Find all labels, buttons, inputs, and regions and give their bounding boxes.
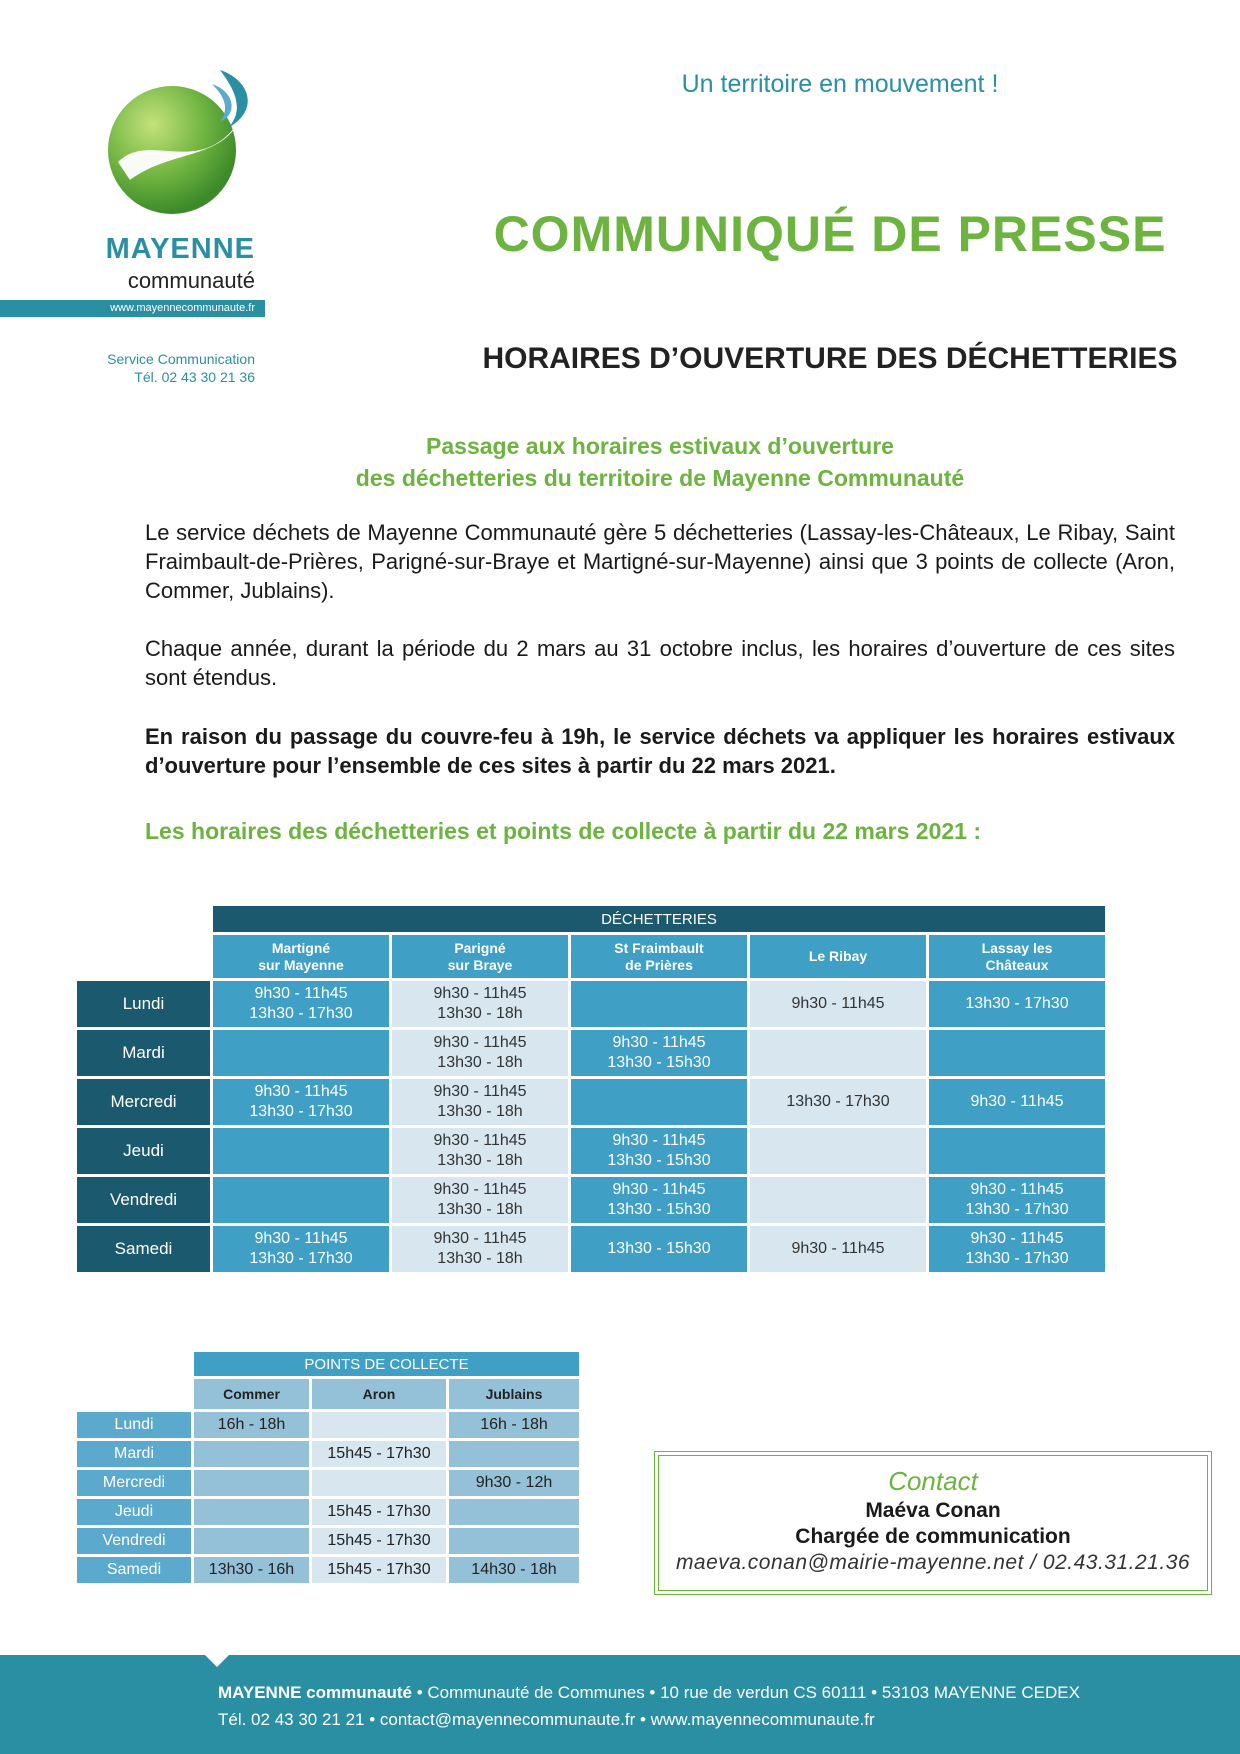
schedule-cell: 9h30 - 11h45 13h30 - 15h30 — [571, 1030, 747, 1076]
row-header-day: Lundi — [77, 1412, 191, 1438]
contact-title: Contact — [888, 1466, 978, 1496]
schedule-cell — [194, 1441, 309, 1467]
footer-org: MAYENNE communauté — [218, 1683, 412, 1702]
row-header-day: Mardi — [77, 1441, 191, 1467]
schedule-cell: 9h30 - 11h45 13h30 - 17h30 — [929, 1177, 1105, 1223]
row-header-day: Samedi — [77, 1557, 191, 1583]
paragraph-1: Le service déchets de Mayenne Communauté gère 5 déchetteries (Lassay-les-Châteaux, Le Ribay, Saint Fraimbault-de-Prières, Parigné-sur-Braye et Martigné-sur-Mayenne) ainsi que 3 points de collecte (Aron, Commer, Jublains). — [145, 520, 1175, 603]
table-row — [77, 1499, 579, 1525]
logo-url[interactable]: www.mayennecommunaute.fr — [0, 300, 265, 317]
tagline: Un territoire en mouvement ! — [681, 70, 999, 98]
schedule-cell: 9h30 - 11h45 13h30 - 18h — [392, 1079, 568, 1125]
schedule-cell — [213, 1128, 389, 1174]
schedule-cell: 9h30 - 11h45 13h30 - 18h — [392, 1177, 568, 1223]
row-header-day: Jeudi — [77, 1499, 191, 1525]
points-title: POINTS DE COLLECTE — [194, 1352, 579, 1376]
schedule-cell: 9h30 - 11h45 13h30 - 17h30 — [929, 1226, 1105, 1272]
contact-email-phone[interactable]: maeva.conan@mairie-mayenne.net / 02.43.31.21.36 — [675, 1551, 1191, 1574]
table-row — [77, 1470, 579, 1496]
table-row — [77, 1079, 1105, 1125]
schedule-cell — [194, 1528, 309, 1554]
schedule-cell: 16h - 18h — [194, 1412, 309, 1438]
schedule-cell: 13h30 - 15h30 — [571, 1226, 747, 1272]
schedule-cell — [750, 1177, 926, 1223]
contact-name: Maéva Conan — [865, 1499, 1001, 1522]
service-info — [40, 350, 255, 386]
table-row — [77, 981, 1105, 1027]
table-row — [77, 1226, 1105, 1272]
schedule-cell — [929, 1030, 1105, 1076]
logo-subtitle: communauté — [127, 268, 255, 293]
table-row — [77, 1412, 579, 1438]
row-header-day: Mercredi — [77, 1470, 191, 1496]
schedule-cell: 13h30 - 16h — [194, 1557, 309, 1583]
schedule-cell — [929, 1128, 1105, 1174]
col-header: Parigné sur Braye — [392, 935, 568, 978]
dechetteries-table — [74, 903, 1108, 1275]
schedule-cell — [312, 1470, 446, 1496]
schedule-cell — [213, 1030, 389, 1076]
schedule-cell: 9h30 - 11h45 13h30 - 15h30 — [571, 1128, 747, 1174]
schedule-cell: 15h45 - 17h30 — [312, 1557, 446, 1583]
schedule-cell — [750, 1128, 926, 1174]
table-row — [77, 1030, 1105, 1076]
schedule-cell — [312, 1412, 446, 1438]
table-row — [77, 1128, 1105, 1174]
document-title: HORAIRES D’OUVERTURE DES DÉCHETTERIES — [482, 342, 1178, 375]
col-header: Jublains — [449, 1379, 579, 1409]
service-phone: Tél. 02 43 30 21 36 — [134, 369, 255, 385]
schedule-cell — [449, 1499, 579, 1525]
lead-line-2: des déchetteries du territoire de Mayenne Communauté — [355, 465, 965, 491]
paragraph-2: Chaque année, durant la période du 2 mars au 31 octobre inclus, les horaires d’ouverture de ces sites sont étendus. — [145, 636, 1175, 690]
footer-line-2: Tél. 02 43 30 21 21 • contact@mayennecommunaute.fr • www.mayennecommunaute.fr — [218, 1710, 875, 1729]
table-row — [77, 1528, 579, 1554]
schedule-cell: 9h30 - 11h45 13h30 - 17h30 — [213, 1079, 389, 1125]
points-header-row — [77, 1379, 579, 1409]
schedule-cell — [571, 981, 747, 1027]
col-header: Lassay les Châteaux — [929, 935, 1105, 978]
logo-name: MAYENNE — [105, 233, 255, 265]
col-header: St Fraimbault de Prières — [571, 935, 747, 978]
schedule-cell: 15h45 - 17h30 — [312, 1441, 446, 1467]
schedule-cell: 9h30 - 11h45 13h30 - 18h — [392, 981, 568, 1027]
footer — [0, 1655, 1240, 1754]
points-collecte-table — [74, 1349, 582, 1586]
lead-heading — [145, 430, 1175, 494]
schedule-cell — [449, 1441, 579, 1467]
schedule-cell: 9h30 - 11h45 — [750, 981, 926, 1027]
schedule-cell: 16h - 18h — [449, 1412, 579, 1438]
footer-line-1 — [218, 1683, 1080, 1703]
schedule-cell: 14h30 - 18h — [449, 1557, 579, 1583]
row-header-day: Samedi — [77, 1226, 210, 1272]
footer-address: • Communauté de Communes • 10 rue de verdun CS 60111 • 53103 MAYENNE CEDEX — [411, 1683, 1080, 1702]
col-header: Commer — [194, 1379, 309, 1409]
col-header: Le Ribay — [750, 935, 926, 978]
row-header-day: Mardi — [77, 1030, 210, 1076]
table-row — [77, 1557, 579, 1583]
col-header: Martigné sur Mayenne — [213, 935, 389, 978]
schedule-cell: 9h30 - 11h45 13h30 - 18h — [392, 1128, 568, 1174]
footer-notch — [205, 1655, 229, 1667]
schedule-cell — [571, 1079, 747, 1125]
schedule-cell — [449, 1528, 579, 1554]
dechetteries-title: DÉCHETTERIES — [213, 906, 1105, 932]
schedule-cell: 13h30 - 17h30 — [929, 981, 1105, 1027]
contact-role: Chargée de communication — [795, 1525, 1071, 1548]
schedule-cell: 9h30 - 12h — [449, 1470, 579, 1496]
row-header-day: Vendredi — [77, 1528, 191, 1554]
schedule-cell: 9h30 - 11h45 13h30 - 18h — [392, 1030, 568, 1076]
schedule-cell: 9h30 - 11h45 13h30 - 18h — [392, 1226, 568, 1272]
contact-box — [658, 1455, 1208, 1591]
schedule-cell: 15h45 - 17h30 — [312, 1528, 446, 1554]
schedule-cell — [750, 1030, 926, 1076]
schedule-cell: 15h45 - 17h30 — [312, 1499, 446, 1525]
dechetteries-header-row — [77, 935, 1105, 978]
schedule-cell: 9h30 - 11h45 — [929, 1079, 1105, 1125]
schedule-subheading: Les horaires des déchetteries et points de collecte à partir du 22 mars 2021 : — [145, 818, 982, 844]
col-header: Aron — [312, 1379, 446, 1409]
schedule-cell — [194, 1499, 309, 1525]
table-row — [77, 1441, 579, 1467]
schedule-cell: 9h30 - 11h45 13h30 - 17h30 — [213, 981, 389, 1027]
table-row — [77, 1177, 1105, 1223]
schedule-cell — [194, 1470, 309, 1496]
row-header-day: Vendredi — [77, 1177, 210, 1223]
row-header-day: Mercredi — [77, 1079, 210, 1125]
schedule-cell: 9h30 - 11h45 13h30 - 15h30 — [571, 1177, 747, 1223]
schedule-cell — [213, 1177, 389, 1223]
lead-line-1: Passage aux horaires estivaux d’ouverture — [426, 433, 894, 459]
main-title: COMMUNIQUÉ DE PRESSE — [493, 206, 1167, 262]
schedule-cell: 9h30 - 11h45 — [750, 1226, 926, 1272]
row-header-day: Jeudi — [77, 1128, 210, 1174]
row-header-day: Lundi — [77, 981, 210, 1027]
service-name: Service Communication — [107, 351, 255, 367]
schedule-cell: 9h30 - 11h45 13h30 - 17h30 — [213, 1226, 389, 1272]
schedule-cell: 13h30 - 17h30 — [750, 1079, 926, 1125]
paragraph-3: En raison du passage du couvre-feu à 19h, le service déchets va appliquer les horaires estivaux d’ouverture pour l’ensemble de ces sites à partir du 22 mars 2021. — [145, 724, 1175, 778]
mayenne-logo-icon — [100, 70, 260, 220]
